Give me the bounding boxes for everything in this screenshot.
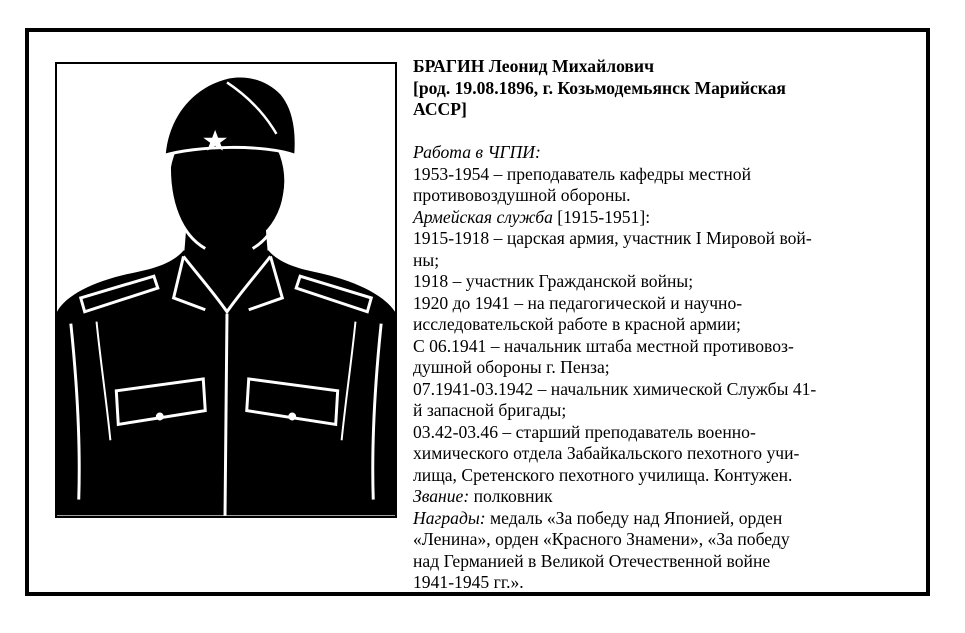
awards-line: [413, 508, 918, 530]
soldier-silhouette-icon: [57, 64, 395, 516]
army-period: [1915-1951]:: [552, 206, 651, 227]
army-line: душной обороны г. Пенза;: [413, 357, 610, 377]
army-line: 1918 – участник Гражданской войны;: [413, 271, 694, 291]
rank-label: Звание:: [413, 486, 470, 506]
work-label: Работа в ЧГПИ:: [413, 142, 541, 162]
army-line: С 06.1941 – начальник штаба местной противовоз-: [413, 335, 794, 356]
person-name: БРАГИН Леонид Михайлович: [413, 56, 654, 76]
army-line: 1920 до 1941 – на педагогической и научно-: [413, 292, 743, 313]
army-line: химического отдела Забайкальского пехотного учи-: [413, 443, 800, 463]
info-card: [25, 28, 930, 596]
awards-line: «Ленина», орден «Красного Знамени», «За победу: [413, 529, 790, 549]
heading: [413, 56, 918, 121]
army-line: 07.1941-03.1942 – начальник химической Службы 41-: [413, 378, 817, 399]
army-line: й запасной бригады;: [413, 400, 567, 420]
army-line: ны;: [413, 249, 440, 270]
army-label: Армейская служба: [413, 206, 553, 227]
rank-line: [413, 486, 918, 508]
army-line: 03.42-03.46 – старший преподаватель военно-: [413, 421, 756, 442]
birth-line-2: АССР]: [413, 99, 467, 119]
army-line: 1915-1918 – царская армия, участник I Мировой вой-: [413, 228, 812, 248]
awards-label: Награды:: [413, 507, 486, 528]
army-line: лища, Сретенского пехотного училища. Контужен.: [413, 464, 793, 485]
biography-text: [413, 56, 918, 594]
work-line: противовоздушной обороны.: [413, 185, 631, 205]
awards-line: над Германией в Великой Отечественной войне: [413, 550, 771, 571]
silhouette-portrait: [55, 62, 397, 518]
army-heading: [413, 207, 918, 229]
rank-value: полковник: [469, 486, 553, 506]
awards-line: 1941-1945 гг.».: [413, 572, 524, 592]
work-line: 1953-1954 – преподаватель кафедры местной: [413, 163, 751, 184]
army-line: исследовательской работе в красной армии;: [413, 314, 741, 334]
awards-first-value: медаль «За победу над Японией, орден: [485, 507, 783, 528]
birth-line-1: [род. 19.08.1896, г. Козьмодемьянск Марийская: [413, 77, 786, 98]
